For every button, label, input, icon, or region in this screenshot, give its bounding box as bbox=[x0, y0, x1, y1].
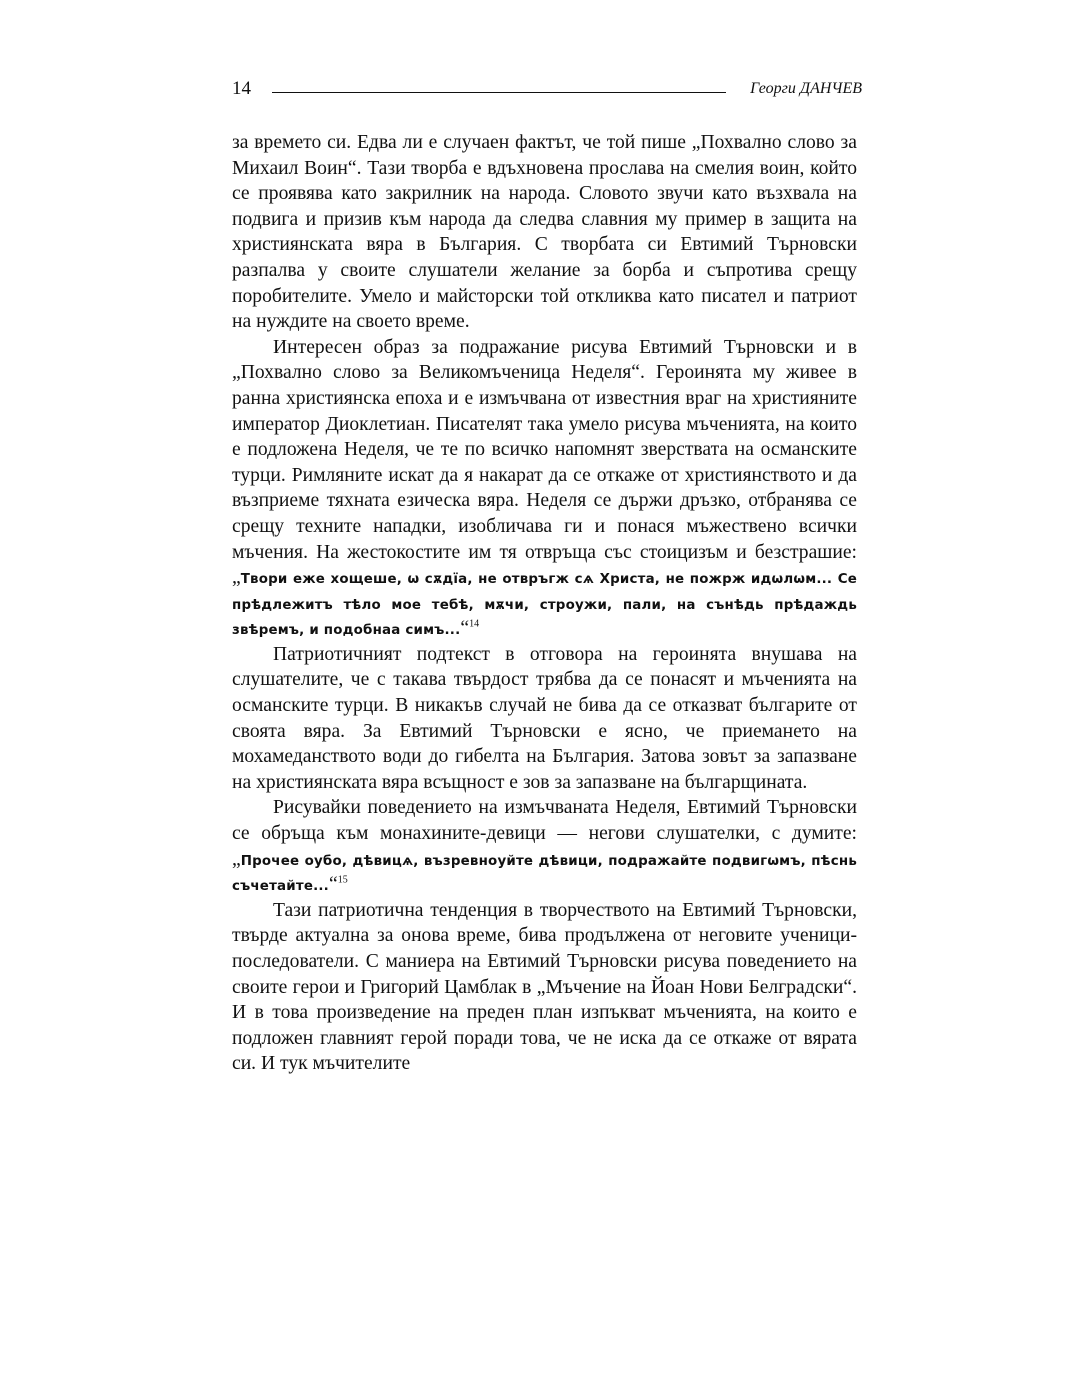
footnote-ref-14: 14 bbox=[469, 618, 480, 630]
page-number: 14 bbox=[232, 78, 251, 99]
running-title: Георги ДАНЧЕВ bbox=[750, 80, 862, 97]
quote-1-close: “ bbox=[460, 618, 470, 640]
church-slavonic-quote-1: Твори еже хощеше, ѡ сѫдїа, не отвръгж сѧ Христа, не пожрж идѡлѡм... Се прѣдлежитъ тѣло мое тебѣ, мѫчи, строужи, пали, на сънѣдь прѣдаждь звѣремъ, и подобнаа сим bbox=[232, 572, 857, 639]
paragraph-3: Патриотичният подтекст в отговора на героинята внушава на слушателите, че с такава твърдост трябва да се понасят и мъченията на османските турци. В никакъв случай не бива да се отказват българите от своята вяра. За Евтимий Търновски е ясно, че приемането на мохамеданството води до гибелта на България. Затова зовът за запазване на християнската вяра всъщност е зов за запазване на българщината. bbox=[232, 643, 857, 793]
header-rule bbox=[272, 92, 726, 93]
paragraph-4-text: Рисувайки поведението на измъчваната Неделя, Евтимий Търновски се обръща към монахините-девици — негови слушателки, с думите: „ bbox=[232, 797, 857, 870]
paragraph-2 bbox=[232, 335, 857, 642]
church-slavonic-quote-2-end: ... bbox=[313, 879, 329, 895]
church-slavonic-quote-1-end: ъ... bbox=[434, 623, 461, 639]
church-slavonic-quote-2: Прочее оубо, дѣвицѧ, възревноуйте дѣвици, подражайте подвигѡмъ, пѣснь съчетайте bbox=[232, 853, 857, 895]
paragraph-1: за времето си. Едва ли е случаен фактът, че той пише „Похвално слово за Михаил Воин“. Тази творба е вдъхновена прослава на смелия воин, който се проявява като закрилник на народа. Словото звучи като възхвала на подвига и призив към народа да следва славния му пример в защита на християнската вяра в България. С творбата си Евтимий Търновски разпалва у своите слушатели желание за борба и съпротива срещу поробителите. Умело и майсторски той откликва като писател и патриот на нуждите на своето време. bbox=[232, 132, 857, 333]
body-text bbox=[232, 130, 857, 1077]
paragraph-5: Тази патриотична тенденция в творчеството на Евтимий Търновски, твърде актуална за онова време, бива продължена от неговите ученици-последователи. С маниера на Евтимий Търновски рисува поведението на своите герои и Григорий Цамблак в „Мъчение на Йоан Нови Белградски“. И в това произведение на преден план изпъкват мъченията, на които е подложен главният герой поради това, че не иска да се откаже от вярата си. И тук мъчителите bbox=[232, 899, 857, 1075]
paragraph-4 bbox=[232, 795, 857, 897]
running-head bbox=[232, 76, 862, 102]
footnote-ref-15: 15 bbox=[337, 874, 348, 886]
quote-2-close: “ bbox=[328, 874, 338, 896]
paragraph-2-text: Интересен образ за подражание рисува Евтимий Търновски и в „Похвално слово за Великомъченица Неделя“. Героинята му живее в ранна християнска епоха и е измъчвана от известния враг на християните император Диоклетиан. Писателят така умело рисува мъченията, на които е подложена Неделя, че те по всичко напомнят зверствата на османските турци. Римляните искат да я накарат да се откаже от християнството и да възприеме тяхната езическа вяра. Неделя се държи дръзко, отбранява се срещу техните нападки, изобличава ги и понася мъжествено всички мъчения. На жестокостите им тя отвръща със стоицизъм и безстрашие: „ bbox=[232, 336, 857, 589]
